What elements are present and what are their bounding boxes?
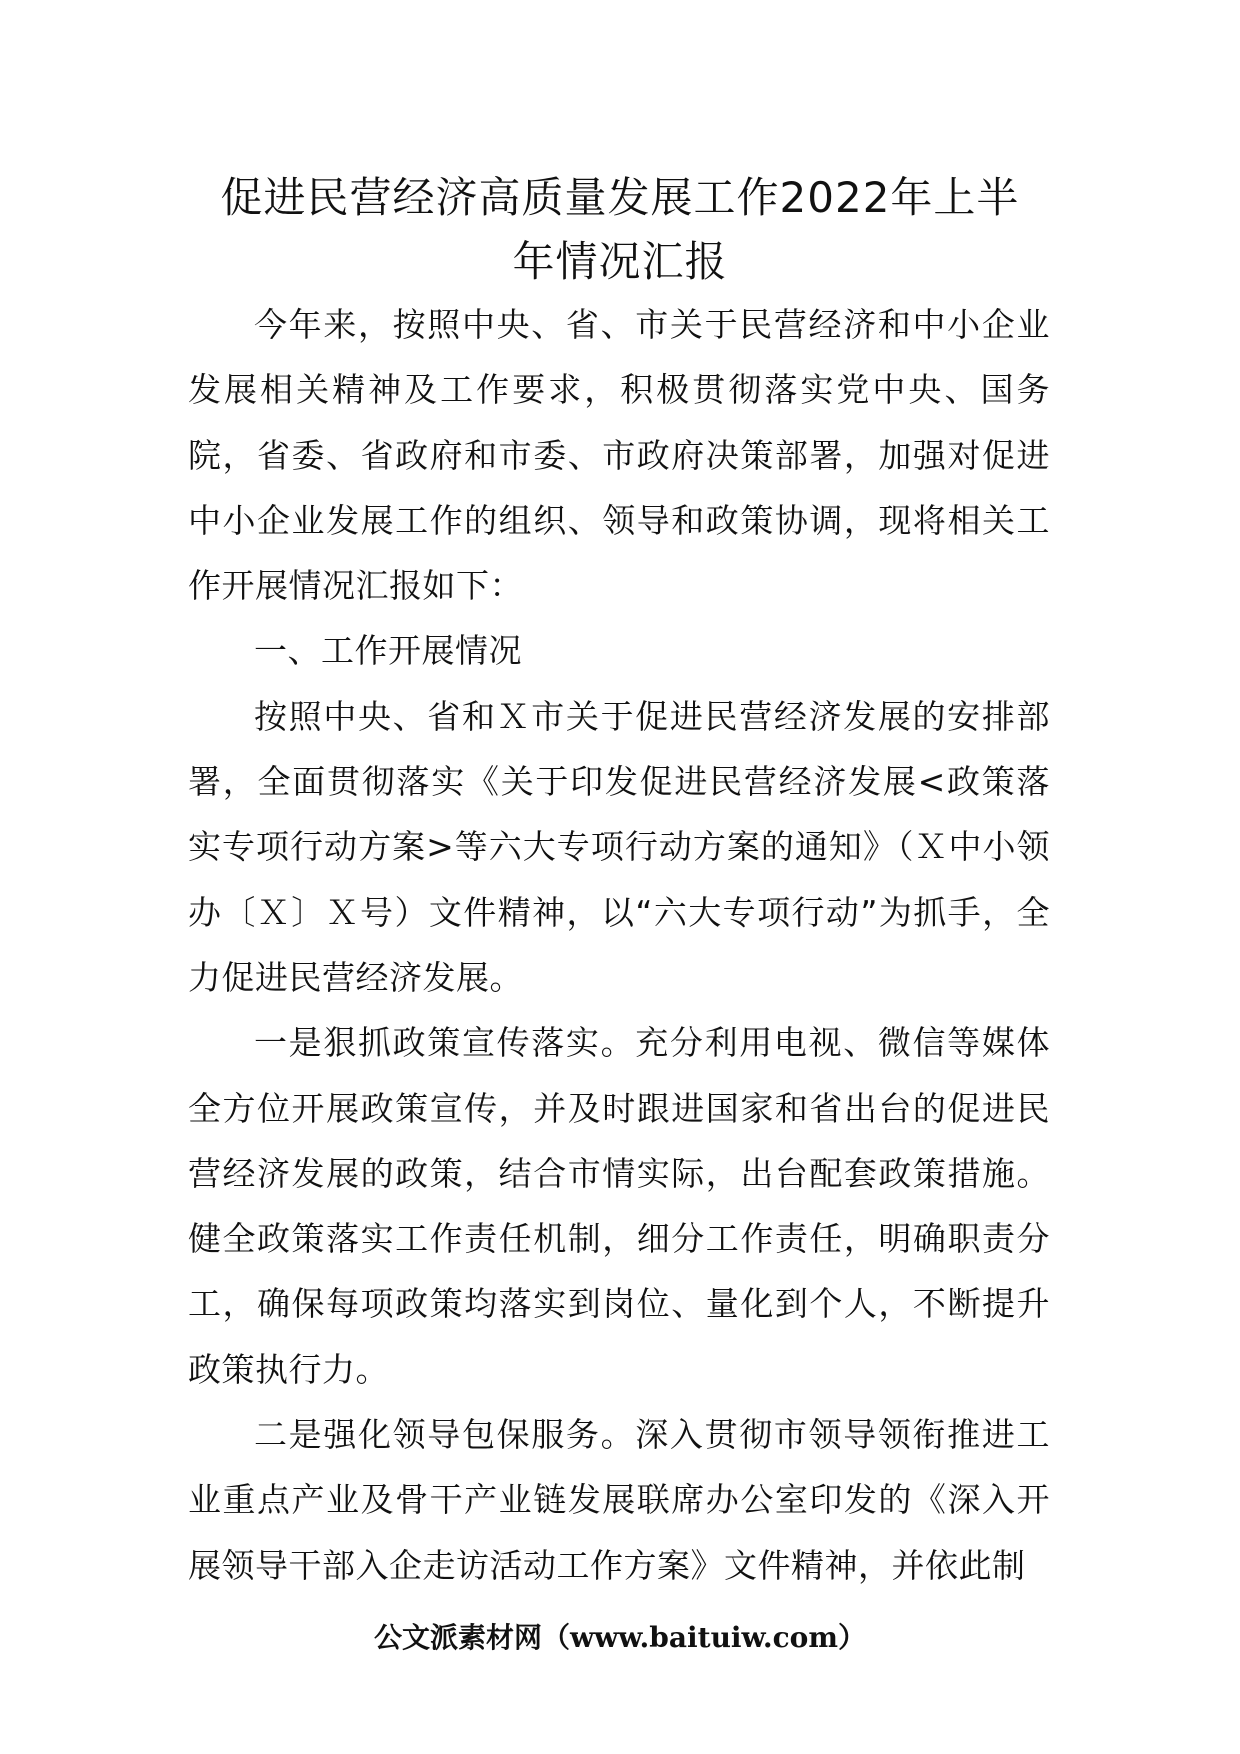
document-title xyxy=(190,166,1050,294)
watermark-footer: 公文派素材网（www.baituiw.com） xyxy=(374,1621,866,1654)
body-paragraph: 二是强化领导包保服务。深入贯彻市领导领衔推进工业重点产业及骨干产业链发展联席办公室印发的《深入开展领导干部入企走访活动工作方案》文件精神，并依此制 xyxy=(188,1415,1050,1585)
intro-paragraph: 今年来，按照中央、省、市关于民营经济和中小企业发展相关精神及工作要求，积极贯彻落实党中央、国务院，省委、省政府和市委、市政府决策部署，加强对促进中小企业发展工作的组织、领导和政策协调，现将相关工作开展情况汇报如下： xyxy=(188,305,1050,606)
document-body xyxy=(188,292,1050,1598)
title-line-1: 促进民营经济高质量发展工作2022年上半 xyxy=(220,173,1020,222)
body-paragraph: 按照中央、省和Ｘ市关于促进民营经济发展的安排部署，全面贯彻落实《关于印发促进民营经济发展<政策落实专项行动方案>等六大专项行动方案的通知》（Ｘ中小领办〔Ｘ〕Ｘ号）文件精神，以“六大专项行动”为抓手，全力促进民营经济发展。 xyxy=(188,696,1050,997)
section-heading: 一、工作开展情况 xyxy=(254,631,522,671)
title-line-2: 年情况汇报 xyxy=(512,237,728,286)
body-paragraph: 一是狠抓政策宣传落实。充分利用电视、微信等媒体全方位开展政策宣传，并及时跟进国家和省出台的促进民营经济发展的政策，结合市情实际，出台配套政策措施。健全政策落实工作责任机制，细分工作责任，明确职责分工，确保每项政策均落实到岗位、量化到个人，不断提升政策执行力。 xyxy=(188,1023,1050,1389)
